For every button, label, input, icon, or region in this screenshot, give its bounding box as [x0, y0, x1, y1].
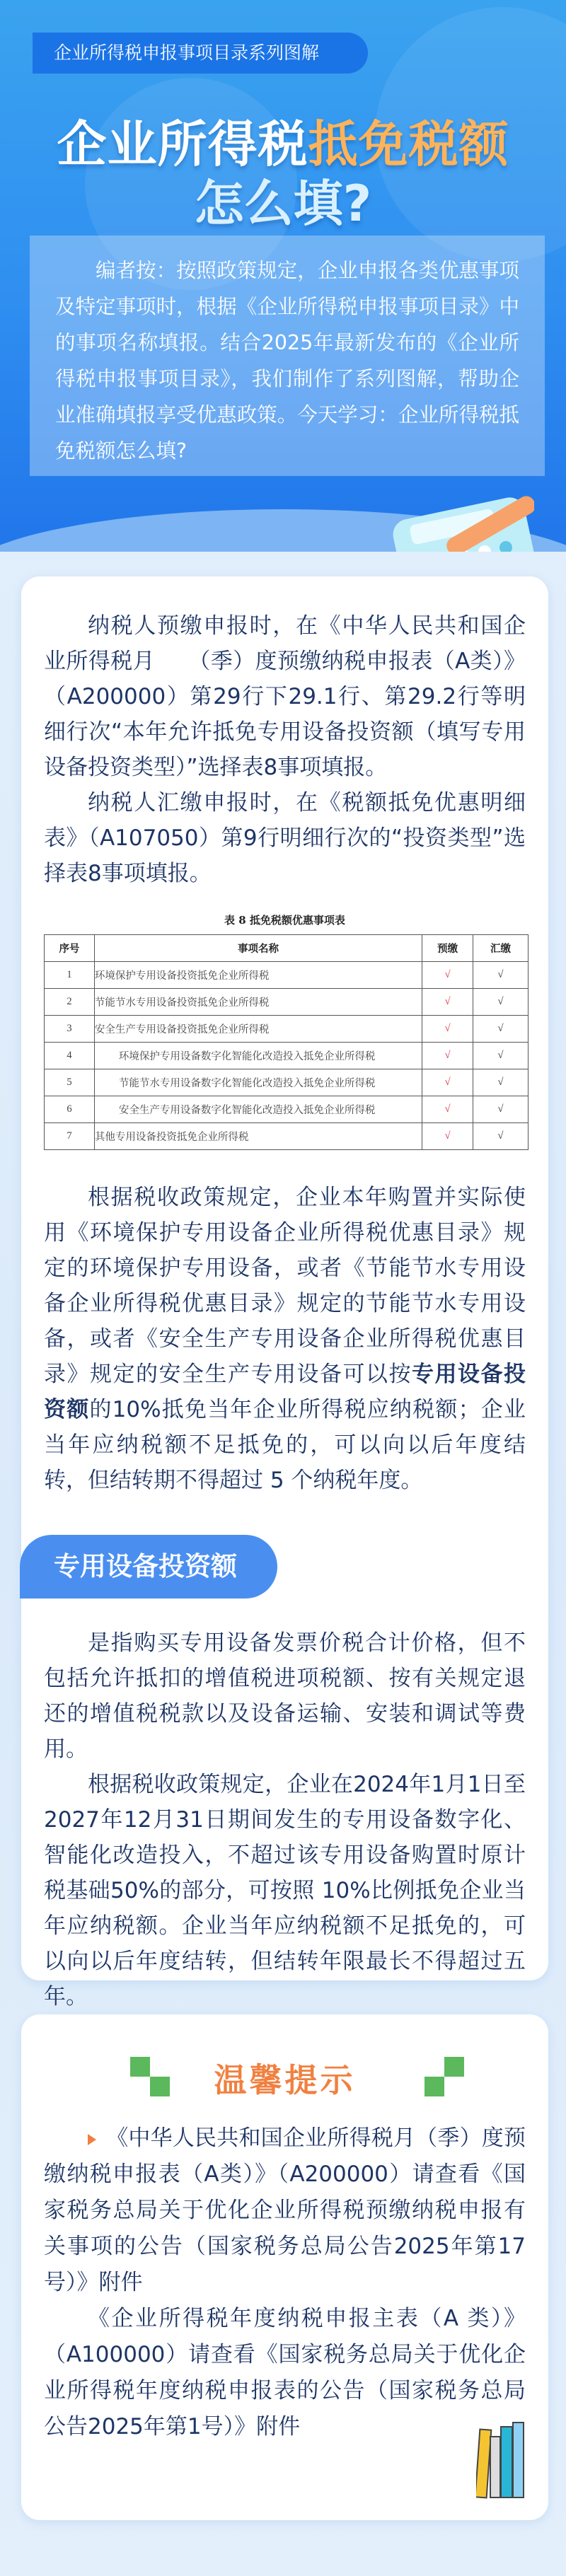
- calculator-pencil-icon: [386, 488, 534, 552]
- col-header-annual: 汇缴: [473, 935, 529, 962]
- row-item-name: 安全生产专用设备数字化智能化改造投入抵免企业所得税: [94, 1096, 422, 1123]
- policy-bold-term: 专用设备投资额: [44, 1362, 526, 1422]
- credit-items-table: [44, 934, 529, 1150]
- table-row: [45, 989, 529, 1016]
- tips-title: 温馨提示: [214, 2061, 356, 2099]
- policy-text: 的10%抵免当年企业所得税应纳税额；企业当年应纳税额不足抵免的，可以向以后年度结转，但结转期不得超过 5 个纳税年度。: [44, 1397, 526, 1493]
- policy-text: 根据税收政策规定，企业本年购置并实际使用《环境保护专用设备企业所得税优惠目录》规定的环境保护专用设备，或者《节能节水专用设备企业所得税优惠目录》规定的节能节水专用设备，或者《安全生产专用设备企业所得税优惠目录》规定的安全生产专用设备可以按: [44, 1185, 526, 1387]
- header-banner: [0, 0, 566, 552]
- table-row: [45, 962, 529, 989]
- row-prepay-check: √: [422, 1096, 473, 1123]
- row-prepay-check: √: [422, 962, 473, 989]
- paragraph-policy: [21, 1180, 548, 1498]
- table-title: 表 8 抵免税额优惠事项表: [224, 914, 345, 927]
- row-annual-check: √: [473, 1096, 529, 1123]
- row-item-name: 环境保护专用设备数字化智能化改造投入抵免企业所得税: [94, 1043, 422, 1069]
- paragraph-annual: 纳税人汇缴申报时，在《税额抵免优惠明细表》（A107050）第9行明细行次的“投资类型”选择表8事项填报。: [44, 790, 526, 886]
- row-no: 6: [45, 1096, 95, 1123]
- col-header-prepay: 预缴: [422, 935, 473, 962]
- row-no: 4: [45, 1043, 95, 1069]
- tips-body: [21, 2120, 548, 2445]
- row-prepay-check: √: [422, 1043, 473, 1069]
- table-row: [45, 1123, 529, 1150]
- table-row: [45, 1069, 529, 1096]
- row-prepay-check: √: [422, 1016, 473, 1043]
- row-prepay-check: √: [422, 1069, 473, 1096]
- editor-note: [30, 236, 545, 476]
- row-annual-check: √: [473, 989, 529, 1016]
- row-item-name: 节能节水专用设备投资抵免企业所得税: [94, 989, 422, 1016]
- row-no: 3: [45, 1016, 95, 1043]
- row-item-name: 安全生产专用设备投资抵免企业所得税: [94, 1016, 422, 1043]
- row-no: 5: [45, 1069, 95, 1096]
- editor-note-text: 编者按：按照政策规定，企业申报各类优惠事项及特定事项时，根据《企业所得税申报事项目录》中的事项名称填报。结合2025年最新发布的《企业所得税申报事项目录》，我们制作了系列图解，帮助企业准确填报享受优惠政策。今天学习：企业所得税抵免税额怎么填?: [55, 259, 519, 463]
- row-no: 1: [45, 962, 95, 989]
- row-annual-check: √: [473, 1123, 529, 1150]
- books-icon: [476, 2421, 526, 2499]
- row-item-name: 其他专用设备投资抵免企业所得税: [94, 1123, 422, 1150]
- paragraph-definition: 是指购买专用设备发票价税合计价格，但不包括允许抵扣的增值税进项税额、按有关规定退还的增值税税款以及设备运输、安装和调试等费用。: [44, 1630, 526, 1762]
- row-annual-check: √: [473, 962, 529, 989]
- table-row: [45, 1096, 529, 1123]
- row-annual-check: √: [473, 1043, 529, 1069]
- paragraph-digital-upgrade: 根据税收政策规定，企业在2024年1月1日至2027年12月31日期间发生的专用设备数字化、智能化改造投入，不超过该专用设备购置时原计税基础50%的部分，可按照 10%比例抵免企业当年应纳税额。企业当年应纳税额不足抵免的，可以向以后年度结转，但结转年限最长不得超过五年。: [44, 1772, 526, 2009]
- row-prepay-check: √: [422, 989, 473, 1016]
- triangle-bullet-icon: [88, 2134, 96, 2145]
- tip-text: 《中华人民共和国企业所得税月（季）度预缴纳税申报表（A类）》（A200000）请查看《国家税务总局关于优化企业所得税预缴纳税申报有关事项的公告（国家税务总局公告2025年第17号）》附件: [44, 2125, 526, 2295]
- tip-item: [44, 2120, 526, 2301]
- col-header-no: 序号: [45, 935, 95, 962]
- row-no: 7: [45, 1123, 95, 1150]
- content-card: [21, 576, 548, 2009]
- page-title-line2: 怎么填?: [194, 175, 372, 233]
- row-item-name: 节能节水专用设备数字化智能化改造投入抵免企业所得税: [94, 1069, 422, 1096]
- title-part1: 企业所得税: [57, 115, 308, 173]
- row-no: 2: [45, 989, 95, 1016]
- row-item-name: 环境保护专用设备投资抵免企业所得税: [94, 962, 422, 989]
- paragraph-prepay: 纳税人预缴申报时，在《中华人民共和国企业所得税月 （季）度预缴纳税申报表（A类）》（A200000）第29行下29.1行、第29.2行等明细行次“本年允许抵免专用设备投资额（填写专用设备投资类型）”选择表8事项填报。: [44, 613, 526, 780]
- row-prepay-check: √: [422, 1123, 473, 1150]
- title-highlight: 抵免税额: [308, 115, 509, 173]
- row-annual-check: √: [473, 1069, 529, 1096]
- table-row: [45, 1016, 529, 1043]
- section-heading: 专用设备投资额: [20, 1535, 277, 1599]
- table-row: [45, 1043, 529, 1069]
- col-header-name: 事项名称: [94, 935, 422, 962]
- tips-card: [21, 2014, 548, 2520]
- series-tag: 企业所得税申报事项目录系列图解: [33, 33, 368, 74]
- tip-item: 《企业所得税年度纳税申报主表（A 类）》（A100000）请查看《国家税务总局关于优化企业所得税年度纳税申报表的公告（国家税务总局公告2025年第1号）》附件: [44, 2306, 526, 2439]
- row-annual-check: √: [473, 1016, 529, 1043]
